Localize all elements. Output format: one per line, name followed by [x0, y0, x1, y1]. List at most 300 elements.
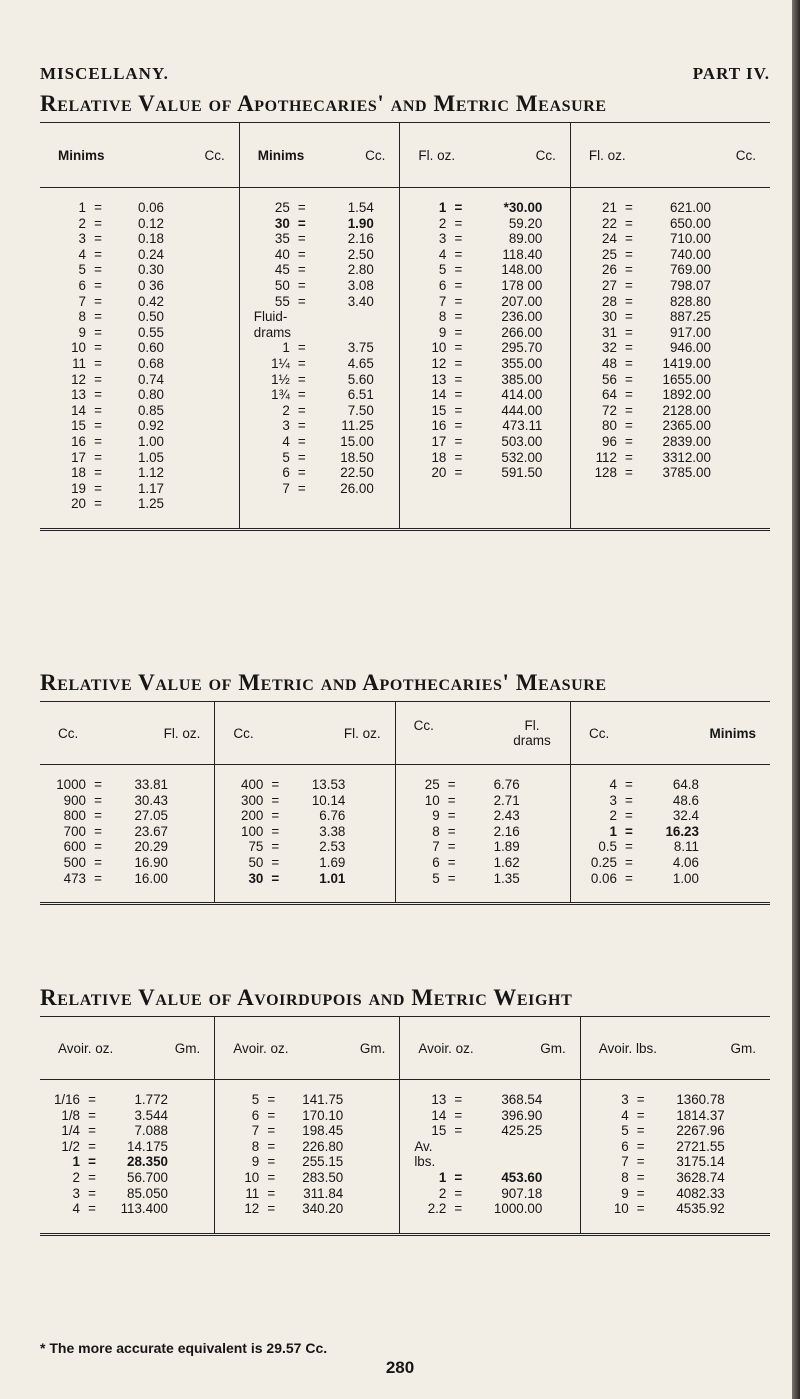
conversion-row	[40, 496, 239, 512]
table-title-metric-to-apothecaries: Relative Value of Metric and Apothecaries' Measure	[40, 670, 607, 695]
equals-sign: =	[625, 870, 633, 886]
header-unit-to: Cc.	[204, 147, 225, 163]
conversion-row	[215, 1154, 399, 1170]
column-header	[395, 702, 570, 765]
column-body	[40, 188, 239, 530]
equals-sign: =	[267, 1154, 276, 1170]
conversion-row	[40, 325, 239, 341]
to-value: 650.00	[669, 215, 711, 231]
to-value: 113.400	[120, 1201, 168, 1217]
to-value: 311.84	[303, 1185, 344, 1201]
subheading-label: Fluid-	[253, 309, 288, 325]
to-value: 3.544	[134, 1107, 168, 1123]
to-value: 503.00	[501, 433, 543, 449]
to-value: 6.76	[319, 808, 346, 824]
to-value: 532.00	[501, 449, 543, 465]
to-value: 5.60	[347, 371, 374, 387]
header-unit-from: Cc.	[413, 718, 434, 733]
to-value: 0.80	[137, 387, 164, 403]
conversion-row	[571, 372, 770, 388]
from-value: 2	[438, 215, 447, 231]
to-value: 3.75	[347, 340, 374, 356]
conversion-row	[571, 340, 770, 356]
conversion-row	[40, 1201, 214, 1217]
equals-sign: =	[625, 449, 633, 465]
from-value: 7	[432, 839, 440, 855]
from-value: 0.25	[590, 854, 617, 870]
from-value: 1	[72, 1154, 80, 1170]
equals-sign: =	[297, 355, 306, 371]
conversion-row	[215, 793, 394, 809]
conversion-row	[396, 793, 570, 809]
from-value: 11	[72, 355, 86, 371]
equals-sign: =	[625, 309, 633, 325]
conversion-row	[400, 325, 570, 341]
from-value: 128	[594, 465, 617, 481]
conversion-row	[240, 356, 400, 372]
to-value: 2365.00	[662, 418, 711, 434]
from-value: 3	[78, 231, 86, 247]
conversion-row	[571, 793, 770, 809]
from-value: 4	[282, 433, 290, 449]
conversion-row	[40, 294, 239, 310]
from-value: 12	[431, 355, 447, 371]
equals-sign: =	[267, 1185, 276, 1201]
to-value: 0.85	[137, 402, 164, 418]
equals-sign: =	[297, 277, 306, 293]
to-value: 23.67	[134, 823, 168, 839]
to-value: 4535.92	[676, 1201, 725, 1217]
to-value: 30.43	[134, 792, 168, 808]
conversion-row	[396, 808, 570, 824]
from-value: 7	[621, 1154, 629, 1170]
equals-sign: =	[94, 808, 102, 824]
from-value: 48	[602, 355, 617, 371]
to-value: 118.40	[502, 246, 543, 262]
metric-to-apothecaries-table	[40, 701, 770, 905]
to-value: 3.38	[319, 823, 346, 839]
from-value: 35	[274, 231, 290, 247]
body-row	[40, 1080, 770, 1235]
from-value: 13	[431, 371, 447, 387]
header-unit-from: Avoir. oz.	[418, 1040, 474, 1056]
conversion-row	[396, 839, 570, 855]
from-value: 17	[71, 449, 86, 465]
conversion-row	[40, 465, 239, 481]
equals-sign: =	[625, 792, 633, 808]
equals-sign: =	[297, 402, 306, 418]
equals-sign: =	[297, 433, 306, 449]
conversion-row	[400, 231, 570, 247]
conversion-row	[400, 403, 570, 419]
conversion-row	[581, 1139, 770, 1155]
equals-sign: =	[636, 1169, 645, 1185]
equals-sign: =	[625, 387, 633, 403]
to-value: *30.00	[503, 200, 543, 215]
equals-sign: =	[271, 777, 280, 792]
subheading-label: Av.	[414, 1138, 433, 1154]
conversion-row	[40, 1186, 214, 1202]
equals-sign: =	[454, 449, 463, 465]
from-value: 7	[282, 480, 290, 496]
to-value: 198.45	[302, 1123, 344, 1139]
equals-sign: =	[297, 465, 306, 481]
equals-sign: =	[88, 1138, 96, 1154]
conversion-row	[400, 216, 570, 232]
equals-sign: =	[625, 402, 633, 418]
to-value: 2839.00	[662, 433, 711, 449]
from-value: 96	[602, 433, 617, 449]
from-value: 32	[602, 340, 617, 356]
conversion-row	[400, 1123, 579, 1139]
conversion-row	[40, 340, 239, 356]
to-value: 0.55	[137, 324, 164, 340]
to-value: 1.69	[319, 854, 346, 870]
to-value: 453.60	[501, 1169, 543, 1185]
conversion-row	[40, 418, 239, 434]
equals-sign: =	[297, 262, 306, 278]
conversion-row	[400, 309, 570, 325]
conversion-row	[40, 372, 239, 388]
equals-sign: =	[94, 792, 102, 808]
from-value: 21	[602, 200, 617, 215]
to-value: 0 36	[137, 277, 164, 293]
from-value: 0.5	[598, 839, 617, 855]
from-value: 9	[78, 324, 86, 340]
conversion-row	[240, 465, 400, 481]
conversion-row	[40, 434, 239, 450]
conversion-row	[400, 434, 570, 450]
conversion-row	[571, 808, 770, 824]
to-value: 1.01	[319, 870, 346, 886]
page-edge	[792, 0, 800, 1399]
to-value: 0.06	[137, 200, 164, 215]
equals-sign: =	[625, 231, 633, 247]
to-value: 0.42	[137, 293, 164, 309]
header-unit-to: Fl. oz.	[343, 725, 381, 741]
conversion-row	[581, 1170, 770, 1186]
to-value: 1360.78	[676, 1092, 725, 1107]
equals-sign: =	[625, 324, 633, 340]
equals-sign: =	[94, 387, 102, 403]
conversion-row	[40, 1154, 214, 1170]
from-value: 18	[71, 465, 86, 481]
conversion-row	[396, 871, 570, 887]
header-unit-to: Cc.	[735, 147, 756, 163]
conversion-row	[240, 294, 400, 310]
to-value: 2721.55	[676, 1138, 725, 1154]
conversion-row	[40, 1123, 214, 1139]
body-row	[40, 188, 770, 530]
header-section: MISCELLANY.	[40, 64, 169, 83]
equals-sign: =	[625, 839, 633, 855]
to-value: 621.00	[669, 200, 711, 215]
equals-sign: =	[454, 465, 463, 481]
column-header	[239, 123, 400, 188]
from-value: 12	[71, 371, 86, 387]
equals-sign: =	[447, 792, 456, 808]
to-value: 85.050	[127, 1185, 168, 1201]
from-value: 4	[438, 246, 447, 262]
from-value: 56	[602, 371, 617, 387]
conversion-row	[400, 262, 570, 278]
conversion-row	[40, 262, 239, 278]
equals-sign: =	[271, 792, 280, 808]
conversion-row	[571, 231, 770, 247]
conversion-row	[400, 372, 570, 388]
to-value: 1655.00	[662, 371, 711, 387]
header-unit-from: Minims	[58, 147, 105, 163]
equals-sign: =	[454, 262, 463, 278]
from-value: 2	[438, 1185, 447, 1201]
column-header	[400, 1017, 580, 1080]
equals-sign: =	[297, 246, 306, 262]
from-value: 600	[63, 839, 86, 855]
from-value: 17	[431, 433, 447, 449]
to-value: 1.17	[137, 480, 164, 496]
header-unit-to: Cc.	[535, 147, 556, 163]
equals-sign: =	[454, 387, 463, 403]
from-value: 500	[63, 854, 86, 870]
to-value: 13.53	[311, 777, 346, 792]
from-value: 4	[72, 1201, 80, 1217]
column-body	[580, 1080, 770, 1235]
from-value: 25	[274, 200, 290, 215]
conversion-row	[215, 808, 394, 824]
conversion-row	[215, 1201, 399, 1217]
from-value: 1¼	[271, 355, 290, 371]
table-title-avoirdupois-to-metric: Relative Value of Avoirdupois and Metric Weight	[40, 985, 573, 1010]
equals-sign: =	[297, 387, 306, 403]
equals-sign: =	[88, 1154, 96, 1170]
column-header	[40, 1017, 215, 1080]
header-part: PART IV.	[692, 64, 770, 83]
from-value: 6	[621, 1138, 629, 1154]
from-value: 4	[609, 777, 617, 792]
subheading-label: lbs.	[414, 1154, 436, 1170]
from-value: 13	[71, 387, 86, 403]
to-value: 1814.37	[676, 1107, 725, 1123]
from-value: 4	[78, 246, 86, 262]
from-value: 50	[274, 277, 290, 293]
to-value: 0.68	[137, 355, 164, 371]
to-value: 946.00	[669, 340, 711, 356]
from-value: 13	[431, 1092, 447, 1107]
conversion-row	[215, 1186, 399, 1202]
from-value: 30	[274, 215, 290, 231]
from-value: 2.2	[427, 1201, 447, 1217]
from-value: 75	[248, 839, 264, 855]
column-body	[215, 1080, 400, 1235]
from-value: 9	[438, 324, 447, 340]
equals-sign: =	[94, 839, 102, 855]
to-value: 207.00	[501, 293, 543, 309]
to-value: 226.80	[302, 1138, 344, 1154]
to-value: 59.20	[508, 215, 543, 231]
header-row	[40, 1017, 770, 1080]
equals-sign: =	[447, 777, 456, 792]
conversion-row	[240, 231, 400, 247]
column-body	[570, 188, 770, 530]
from-value: 1/4	[61, 1123, 80, 1139]
conversion-row	[40, 808, 214, 824]
to-value: 0.50	[137, 309, 164, 325]
conversion-row	[571, 871, 770, 887]
to-value: 1.12	[137, 465, 164, 481]
to-value: 6.76	[493, 777, 520, 792]
to-value: 27.05	[134, 808, 168, 824]
conversion-row	[215, 777, 394, 793]
from-value: 3	[609, 792, 617, 808]
from-value: 9	[432, 808, 440, 824]
conversion-row	[240, 278, 400, 294]
header-unit-from: Fl. oz.	[588, 147, 626, 163]
from-value: 0.06	[590, 870, 617, 886]
column-header	[40, 123, 239, 188]
to-value: 32.4	[672, 808, 699, 824]
conversion-row	[240, 450, 400, 466]
conversion-row	[240, 372, 400, 388]
equals-sign: =	[271, 823, 280, 839]
to-value: 1000.00	[493, 1201, 543, 1217]
from-value: 50	[248, 854, 264, 870]
equals-sign: =	[636, 1138, 645, 1154]
conversion-row	[571, 247, 770, 263]
to-value: 2267.96	[676, 1123, 725, 1139]
to-value: 33.81	[134, 777, 168, 792]
to-value: 28.350	[127, 1154, 168, 1170]
conversion-row	[40, 481, 239, 497]
equals-sign: =	[447, 808, 456, 824]
conversion-row	[571, 200, 770, 216]
to-value: 1.90	[347, 215, 374, 231]
from-value: 7	[251, 1123, 260, 1139]
conversion-row	[40, 450, 239, 466]
to-value: 170.10	[302, 1107, 344, 1123]
from-value: 7	[78, 293, 86, 309]
conversion-row	[581, 1108, 770, 1124]
equals-sign: =	[636, 1201, 645, 1217]
to-value: 26.00	[340, 480, 374, 496]
from-value: 5	[432, 870, 440, 886]
header-row	[40, 123, 770, 188]
equals-sign: =	[297, 231, 306, 247]
page-number: 280	[385, 1358, 415, 1377]
conversion-row	[40, 387, 239, 403]
to-value: 16.23	[665, 823, 699, 839]
conversion-row	[40, 200, 239, 216]
to-value: 1.89	[493, 839, 520, 855]
conversion-row	[240, 434, 400, 450]
from-value: 20	[431, 465, 447, 481]
from-value: 400	[241, 777, 264, 792]
from-value: 1000	[56, 777, 86, 792]
to-value: 3312.00	[662, 449, 711, 465]
to-value: 368.54	[501, 1092, 543, 1107]
equals-sign: =	[447, 870, 456, 886]
from-value: 8	[621, 1169, 629, 1185]
header-unit-from: Avoir. lbs.	[598, 1040, 657, 1056]
conversion-row	[40, 824, 214, 840]
column-body	[400, 188, 571, 530]
conversion-row	[581, 1154, 770, 1170]
equals-sign: =	[267, 1169, 276, 1185]
to-value: 22.50	[340, 465, 374, 481]
equals-sign: =	[88, 1123, 96, 1139]
footnote: * The more accurate equivalent is 29.57 Cc.	[40, 1340, 328, 1356]
from-value: 14	[431, 1107, 447, 1123]
to-value: 266.00	[501, 324, 543, 340]
from-value: 6	[251, 1107, 260, 1123]
from-value: 4	[621, 1107, 629, 1123]
to-value: 591.50	[501, 465, 543, 481]
from-value: 5	[282, 449, 290, 465]
equals-sign: =	[94, 402, 102, 418]
to-value: 1419.00	[662, 355, 711, 371]
equals-sign: =	[625, 777, 633, 792]
equals-sign: =	[94, 496, 102, 512]
from-value: 11	[245, 1185, 260, 1201]
to-value: 828.80	[669, 293, 711, 309]
to-value: 56.700	[127, 1169, 168, 1185]
header-unit-from: Avoir. oz.	[58, 1040, 114, 1056]
from-value: 8	[78, 309, 86, 325]
to-value: 917.00	[669, 324, 711, 340]
equals-sign: =	[636, 1107, 645, 1123]
conversion-row	[571, 403, 770, 419]
to-value: 0.24	[137, 246, 164, 262]
equals-sign: =	[94, 371, 102, 387]
to-value: 798.07	[669, 277, 711, 293]
equals-sign: =	[454, 1092, 463, 1107]
subheading-label: drams	[253, 324, 292, 340]
conversion-row	[40, 278, 239, 294]
conversion-row	[40, 216, 239, 232]
to-value: 444.00	[501, 402, 543, 418]
conversion-row	[571, 278, 770, 294]
conversion-row	[240, 200, 400, 216]
to-value: 1.772	[134, 1092, 168, 1107]
to-value: 1.62	[493, 854, 520, 870]
equals-sign: =	[297, 215, 306, 231]
from-value: 100	[241, 823, 264, 839]
header-unit-to: Gm.	[540, 1040, 566, 1056]
conversion-row	[240, 418, 400, 434]
to-value: 10.14	[311, 792, 346, 808]
body-row	[40, 765, 770, 904]
from-value: 6	[78, 277, 86, 293]
from-value: 10	[613, 1201, 629, 1217]
from-value: 30	[602, 309, 617, 325]
equals-sign: =	[88, 1169, 96, 1185]
conversion-row	[571, 777, 770, 793]
to-value: 740.00	[669, 246, 711, 262]
from-value: 10	[71, 340, 86, 356]
conversion-row	[40, 793, 214, 809]
to-value: 355.00	[501, 355, 543, 371]
to-value: 4.06	[672, 854, 699, 870]
from-value: 9	[621, 1185, 629, 1201]
equals-sign: =	[625, 854, 633, 870]
to-value: 1.25	[137, 496, 164, 512]
conversion-row	[571, 387, 770, 403]
conversion-row	[571, 325, 770, 341]
from-value: 64	[602, 387, 617, 403]
conversion-row	[215, 855, 394, 871]
conversion-row	[571, 465, 770, 481]
header-unit-to: Gm.	[730, 1040, 756, 1056]
header-unit-from: Avoir. oz.	[233, 1040, 289, 1056]
